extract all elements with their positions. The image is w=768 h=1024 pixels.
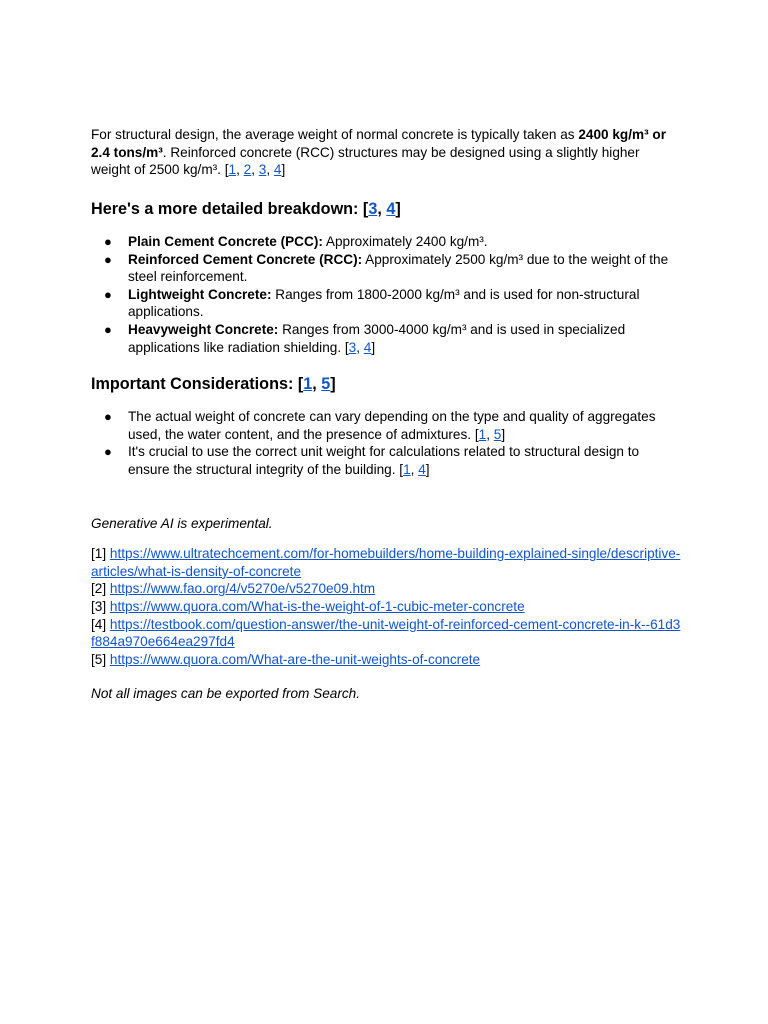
citation-link[interactable]: 3 <box>368 200 378 219</box>
intro-text: For structural design, the average weight of normal concrete is typically taken as <box>91 127 579 142</box>
citation-link[interactable]: 4 <box>273 162 282 178</box>
citation-link[interactable]: 4 <box>418 462 426 478</box>
bullet-icon: ● <box>104 251 112 267</box>
reference-item: [5] https://www.quora.com/What-are-the-unit-weights-of-concrete <box>91 651 481 667</box>
list-item: ● Lightweight Concrete: Ranges from 1800-2000 kg/m³ and is used for non-structural applications. <box>104 286 640 320</box>
list-item: ● It's crucial to use the correct unit weight for calculations related to structural design to ensure the structural integrity of the building. [1, 4] <box>104 444 640 478</box>
reference-item: [4] https://testbook.com/question-answer/the-unit-weight-of-reinforced-cement-concrete-in-k--61d3f884a970e664ea297fd4 <box>91 616 681 650</box>
bullet-icon: ● <box>104 286 112 302</box>
intro-text-2: . Reinforced concrete (RCC) structures may be designed using a slightly higher weight of 2500 kg/m³. [ <box>91 144 640 178</box>
bullet-icon: ● <box>104 322 112 338</box>
citation-link[interactable]: 1 <box>228 162 237 178</box>
reference-link[interactable]: https://www.quora.com/What-are-the-unit-weights-of-concrete <box>109 651 481 667</box>
citation-link[interactable]: 4 <box>386 200 396 219</box>
citation-link[interactable]: 1 <box>478 426 487 442</box>
reference-item: [2] https://www.fao.org/4/v5270e/v5270e09.htm <box>91 581 376 597</box>
citation-link[interactable]: 5 <box>321 375 331 394</box>
citation-link[interactable]: 1 <box>303 375 313 394</box>
bullet-icon: ● <box>104 409 112 425</box>
considerations-heading: Important Considerations: [1, 5] <box>91 375 336 394</box>
citation-link[interactable]: 4 <box>363 339 372 355</box>
bullet-icon: ● <box>104 234 112 250</box>
document-content <box>91 126 681 703</box>
intro-paragraph: For structural design, the average weight of normal concrete is typically taken as 2400 kg/m³ or 2.4 tons/m³. Reinforced concrete (RCC) structures may be designed using a slightly higher weight of 2500 kg/m³. [1, 2, 3, 4] <box>91 127 667 178</box>
intro-bold-text: 2400 kg/m³ or 2.4 tons/m³ <box>91 127 667 160</box>
citation-link[interactable]: 3 <box>258 162 267 178</box>
reference-item: [1] https://www.ultratechcement.com/for-homebuilders/home-building-explained-single/descriptive-articles/what-is-density-of-concrete <box>91 546 681 579</box>
list-item: ● Plain Cement Concrete (PCC): Approximately 2400 kg/m³. <box>104 234 488 250</box>
list-item: ● Reinforced Cement Concrete (RCC): Approximately 2500 kg/m³ due to the weight of the steel reinforcement. <box>104 251 669 285</box>
citation-link[interactable]: 3 <box>348 339 357 355</box>
considerations-list <box>91 408 681 478</box>
reference-link[interactable]: https://www.fao.org/4/v5270e/v5270e09.htm <box>109 581 376 597</box>
breakdown-heading: Here's a more detailed breakdown: [3, 4] <box>91 200 401 219</box>
list-item: ● The actual weight of concrete can vary depending on the type and quality of aggregates used, the water content, and the presence of admixtures. [1, 5] <box>104 409 656 442</box>
reference-link[interactable]: https://www.ultratechcement.com/for-homebuilders/home-building-explained-single/descriptive-articles/what-is-density-of-concrete <box>91 546 681 579</box>
breakdown-list <box>91 233 681 356</box>
citation-link[interactable]: 1 <box>403 462 411 478</box>
reference-link[interactable]: https://www.quora.com/What-is-the-weight-of-1-cubic-meter-concrete <box>109 599 525 615</box>
citation-link[interactable]: 2 <box>243 162 252 178</box>
bullet-icon: ● <box>104 444 112 460</box>
list-item: ● Heavyweight Concrete: Ranges from 3000-4000 kg/m³ and is used in specialized applications like radiation shielding. [3, 4] <box>104 322 626 355</box>
references-list <box>91 545 681 668</box>
citation-link[interactable]: 5 <box>493 426 502 442</box>
reference-link[interactable]: https://testbook.com/question-answer/the-unit-weight-of-reinforced-cement-concrete-in-k--61d3f884a970e664ea297fd4 <box>91 616 681 650</box>
footer-note: Not all images can be exported from Search. <box>91 686 360 702</box>
reference-item: [3] https://www.quora.com/What-is-the-weight-of-1-cubic-meter-concrete <box>91 599 525 615</box>
disclaimer-text: Generative AI is experimental. <box>91 515 273 531</box>
